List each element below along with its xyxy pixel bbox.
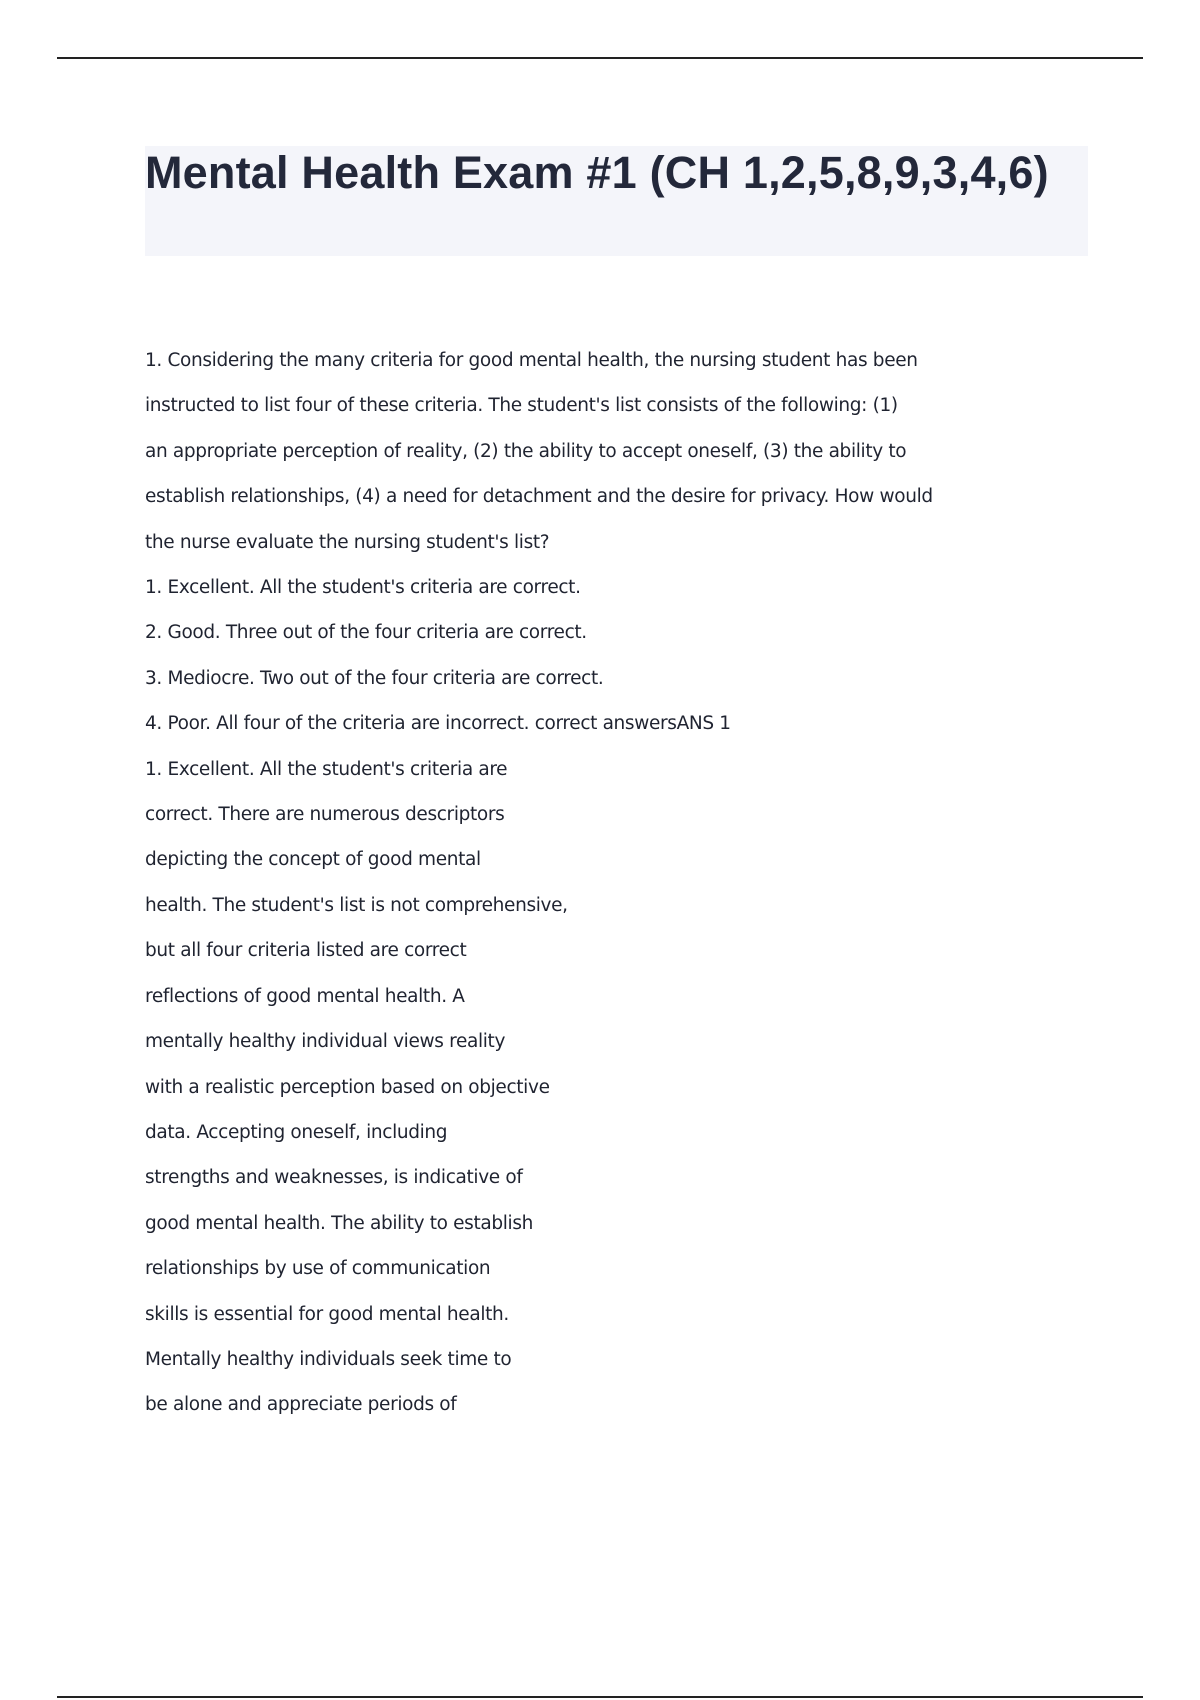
question-body <box>145 338 1045 1428</box>
rationale-line: 1. Excellent. All the student's criteria are <box>145 758 508 780</box>
answer-option: 4. Poor. All four of the criteria are incorrect. correct answersANS 1 <box>145 713 731 735</box>
text-line: instructed to list four of these criteria. The student's list consists of the following: (1) <box>145 395 898 417</box>
rationale-line: mentally healthy individual views reality <box>145 1031 506 1053</box>
answer-option: 1. Excellent. All the student's criteria are correct. <box>145 577 581 599</box>
rationale-line: reflections of good mental health. A <box>145 985 465 1007</box>
rationale-line: health. The student's list is not comprehensive, <box>145 894 568 916</box>
text-line: the nurse evaluate the nursing student's list? <box>145 531 550 553</box>
rationale-line: depicting the concept of good mental <box>145 849 481 871</box>
rationale-line: skills is essential for good mental health. <box>145 1303 509 1325</box>
text-line: 1. Considering the many criteria for good mental health, the nursing student has been <box>145 350 918 371</box>
bottom-divider <box>57 1696 1143 1698</box>
rationale-line: with a realistic perception based on objective <box>145 1076 550 1098</box>
rationale-line: Mentally healthy individuals seek time to <box>145 1348 512 1370</box>
title-banner <box>145 146 1088 256</box>
rationale-line: relationships by use of communication <box>145 1258 491 1280</box>
rationale-line: data. Accepting oneself, including <box>145 1121 448 1143</box>
rationale-line: strengths and weaknesses, is indicative of <box>145 1167 523 1189</box>
rationale-line: be alone and appreciate periods of <box>145 1394 457 1416</box>
answer-option: 2. Good. Three out of the four criteria are correct. <box>145 622 587 644</box>
page-title: Mental Health Exam #1 (CH 1,2,5,8,9,3,4,6) <box>145 147 1049 198</box>
text-line: an appropriate perception of reality, (2) the ability to accept oneself, (3) the ability to <box>145 440 907 462</box>
rationale-line: correct. There are numerous descriptors <box>145 804 505 826</box>
text-line: establish relationships, (4) a need for detachment and the desire for privacy. How would <box>145 486 933 508</box>
answer-option: 3. Mediocre. Two out of the four criteria are correct. <box>145 667 604 689</box>
top-divider <box>57 57 1143 59</box>
rationale-line: but all four criteria listed are correct <box>145 940 467 962</box>
rationale-line: good mental health. The ability to establish <box>145 1212 533 1234</box>
